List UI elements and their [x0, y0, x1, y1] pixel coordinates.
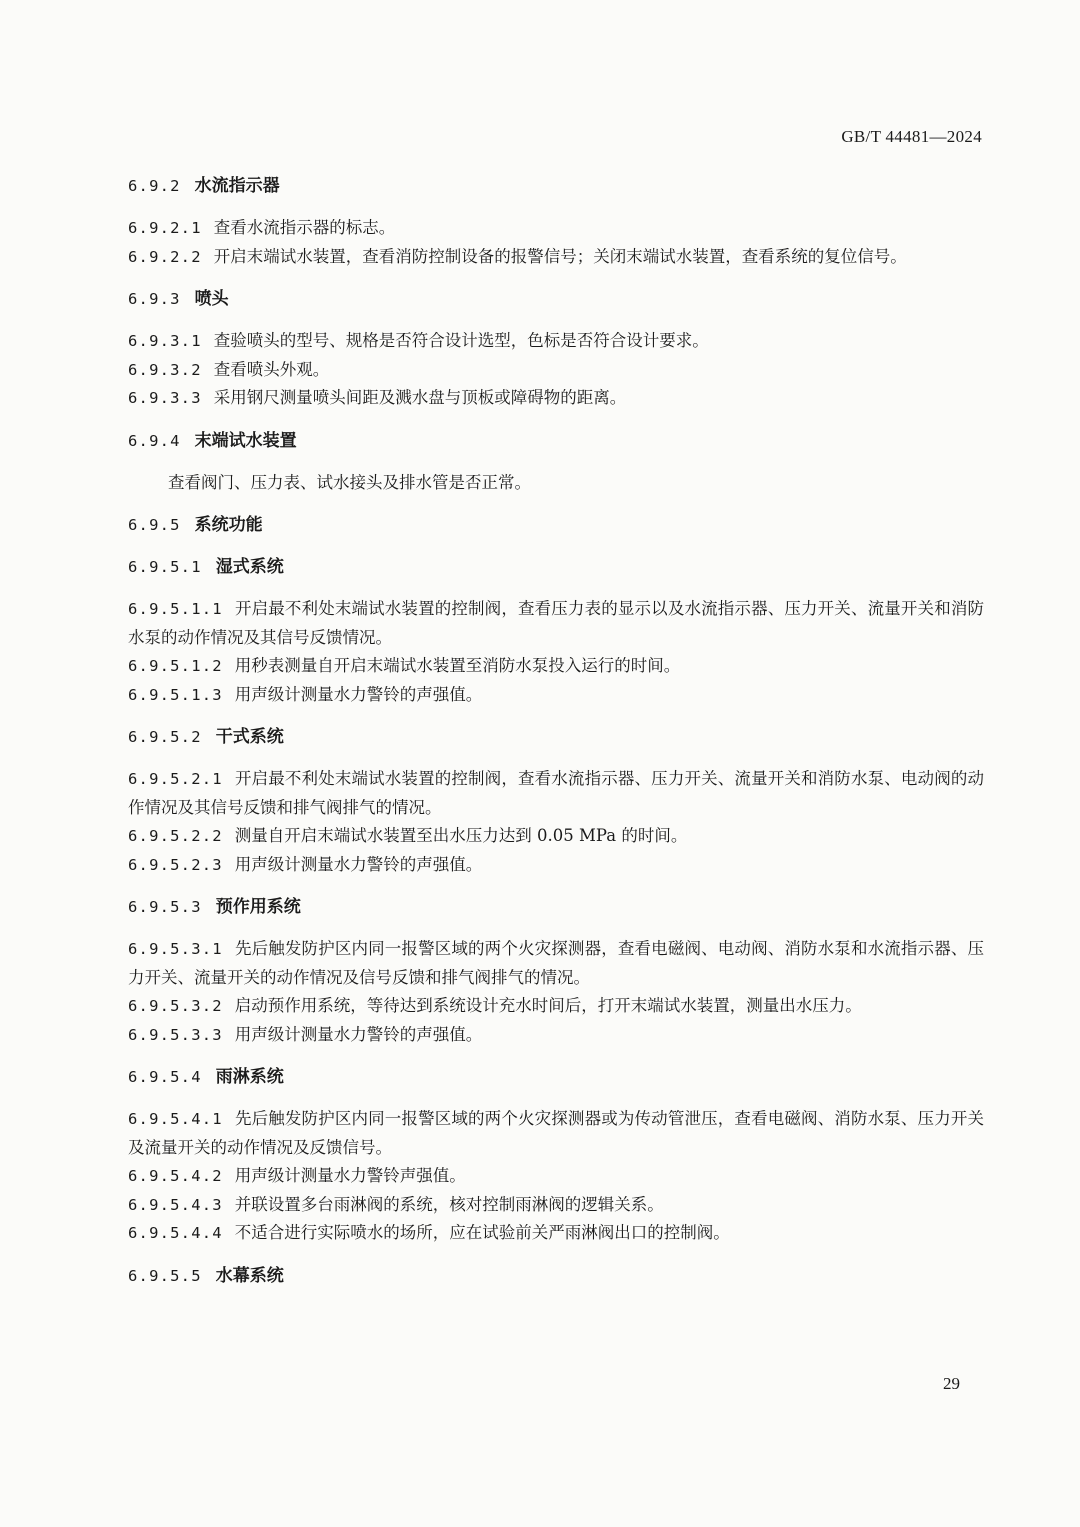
subsection-heading: 6.9.5.3 预作用系统	[128, 897, 301, 917]
clause: 6.9.5.4.2 用声级计测量水力警铃声强值。	[128, 1166, 466, 1185]
clause: 6.9.5.1.1 开启最不利处末端试水装置的控制阀，查看压力表的显示以及水流指示器、压力开关、流量开关和消防水泵的动作情况及其信号反馈情况。	[128, 599, 984, 647]
paragraph: 查看阀门、压力表、试水接头及排水管是否正常。	[168, 472, 531, 492]
clause: 6.9.5.4.1 先后触发防护区内同一报警区域的两个火灾探测器或为传动管泄压，查看电磁阀、消防水泵、压力开关及流量开关的动作情况及反馈信号。	[128, 1109, 984, 1157]
subsection-heading: 6.9.5.2 干式系统	[128, 727, 284, 747]
clause: 6.9.5.2.2 测量自开启末端试水装置至出水压力达到 0.05 MPa 的时间。	[128, 826, 688, 845]
section-heading: 6.9.4 末端试水装置	[128, 430, 297, 451]
clause: 6.9.5.4.4 不适合进行实际喷水的场所，应在试验前关严雨淋阀出口的控制阀。	[128, 1223, 730, 1242]
clause: 6.9.3.3 采用钢尺测量喷头间距及溅水盘与顶板或障碍物的距离。	[128, 388, 627, 407]
section-heading: 6.9.3 喷头	[128, 289, 229, 309]
section-heading: 6.9.2 水流指示器	[128, 176, 280, 196]
clause: 6.9.5.3.3 用声级计测量水力警铃的声强值。	[128, 1024, 483, 1044]
document-body	[128, 172, 984, 1290]
clause: 6.9.5.1.2 用秒表测量自开启末端试水装置至消防水泵投入运行的时间。	[128, 656, 681, 675]
section-heading: 6.9.5 系统功能	[128, 515, 263, 535]
clause: 6.9.5.2.1 开启最不利处末端试水装置的控制阀，查看水流指示器、压力开关、流量开关和消防水泵、电动阀的动作情况及其信号反馈和排气阀排气的情况。	[128, 769, 984, 817]
clause: 6.9.5.4.3 并联设置多台雨淋阀的系统，核对控制雨淋阀的逻辑关系。	[128, 1194, 664, 1214]
subsection-heading: 6.9.5.4 雨淋系统	[128, 1067, 284, 1087]
subsection-heading: 6.9.5.5 水幕系统	[128, 1265, 284, 1286]
clause: 6.9.3.2 查看喷头外观。	[128, 359, 330, 379]
clause: 6.9.5.2.3 用声级计测量水力警铃的声强值。	[128, 854, 483, 874]
clause: 6.9.2.1 查看水流指示器的标志。	[128, 218, 396, 237]
clause: 6.9.5.3.2 启动预作用系统，等待达到系统设计充水时间后，打开末端试水装置，测量出水压力。	[128, 996, 862, 1015]
clause: 6.9.5.1.3 用声级计测量水力警铃的声强值。	[128, 684, 483, 704]
clause: 6.9.2.2 开启末端试水装置，查看消防控制设备的报警信号；关闭末端试水装置，查看系统的复位信号。	[128, 246, 907, 266]
clause: 6.9.5.3.1 先后触发防护区内同一报警区域的两个火灾探测器，查看电磁阀、电动阀、消防水泵和水流指示器、压力开关、流量开关的动作情况及信号反馈和排气阀排气的情况。	[128, 939, 984, 987]
page-number: 29	[943, 1374, 960, 1393]
standard-number: GB/T 44481—2024	[841, 127, 982, 146]
clause: 6.9.3.1 查验喷头的型号、规格是否符合设计选型，色标是否符合设计要求。	[128, 331, 709, 350]
subsection-heading: 6.9.5.1 湿式系统	[128, 557, 284, 577]
